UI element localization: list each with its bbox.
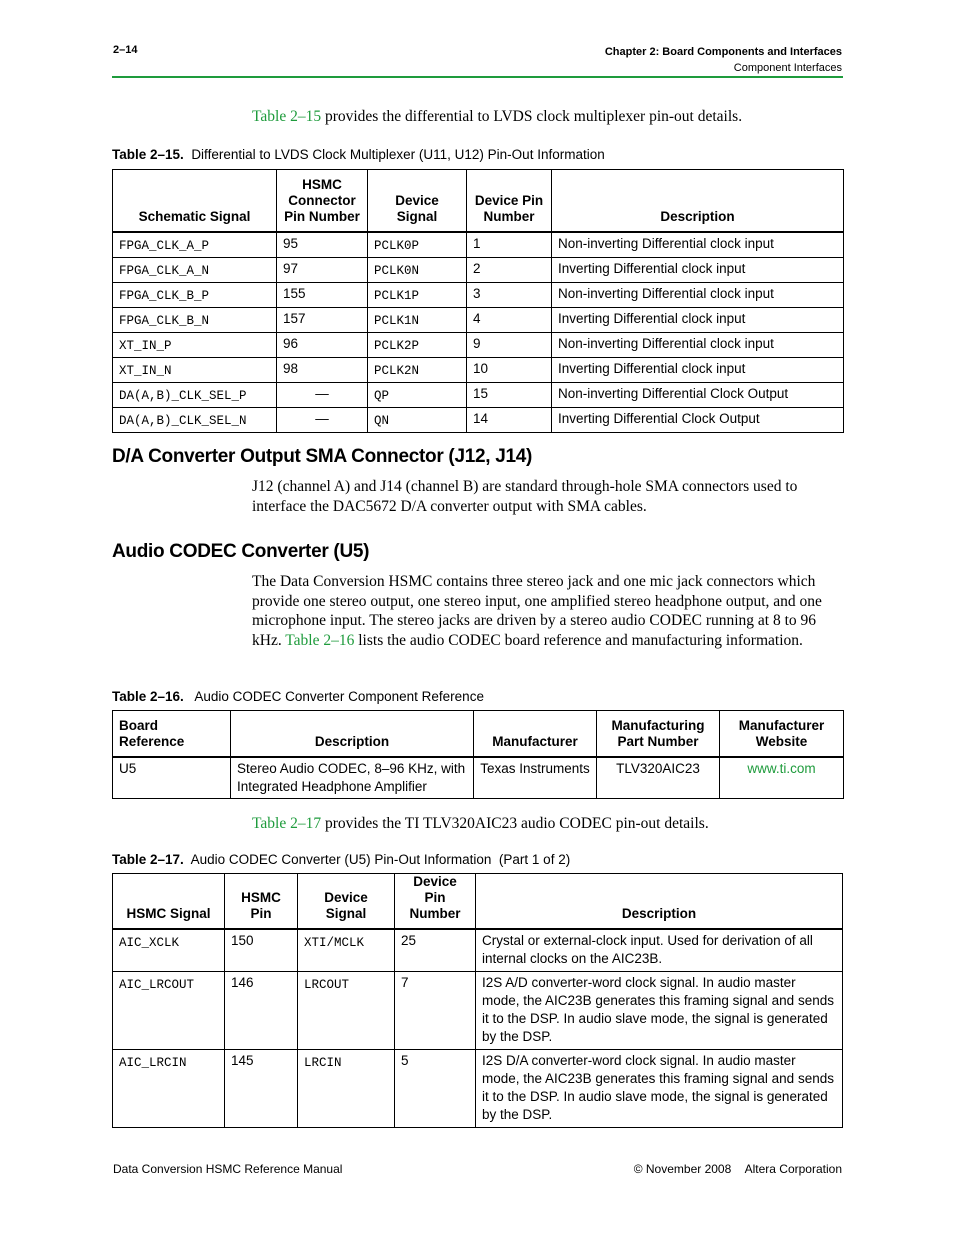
- table-2-16: [112, 710, 844, 799]
- cell-device-signal: QN: [368, 407, 467, 432]
- audio-body-text: The Data Conversion HSMC contains three stereo jack and one mic jack connectors which provide one stereo output, one stereo input, one amplified stereo headphone output, and one microphone input. The stereo jacks are driven by a stereo audio CODEC running at 8 to 96 kHz.: [252, 573, 822, 649]
- cell-hsmc-pin: —: [277, 382, 368, 407]
- table-2-15: [112, 169, 844, 433]
- cell-schematic-signal: FPGA_CLK_A_N: [113, 257, 277, 282]
- cell-hsmc-pin: 157: [277, 307, 368, 332]
- header-rule: [112, 76, 843, 78]
- cell-device-signal: PCLK2N: [368, 357, 467, 382]
- cell-hsmc-pin: 95: [277, 232, 368, 258]
- table-row: [113, 971, 843, 1049]
- col-description: Description: [476, 874, 843, 930]
- table-row: [113, 357, 844, 382]
- website-link[interactable]: www.ti.com: [747, 760, 816, 776]
- cell-schematic-signal: DA(A,B)_CLK_SEL_P: [113, 382, 277, 407]
- cell-device-signal: LRCIN: [298, 1049, 395, 1127]
- cell-manufacturer: Texas Instruments: [474, 757, 597, 799]
- footer-manual-title: Data Conversion HSMC Reference Manual: [113, 1162, 343, 1176]
- cell-device-signal: XTI/MCLK: [298, 929, 395, 971]
- cell-device-pin: 5: [395, 1049, 476, 1127]
- cell-hsmc-pin: —: [277, 407, 368, 432]
- table-2-17-link[interactable]: Table 2–17: [252, 815, 322, 832]
- caption-text: Audio CODEC Converter (U5) Pin-Out Information (Part 1 of 2): [190, 852, 571, 867]
- cell-hsmc-signal: AIC_XCLK: [113, 929, 225, 971]
- cell-description: Non-inverting Differential clock input: [552, 282, 844, 307]
- cell-device-pin: 10: [467, 357, 552, 382]
- cell-description: I2S A/D converter-word clock signal. In audio master mode, the AIC23B generates this framing signal and sends it to the DSP. In audio slave mode, the signal is generated by the DSP.: [476, 971, 843, 1049]
- cell-schematic-signal: XT_IN_P: [113, 332, 277, 357]
- col-board-reference: Board Reference: [113, 711, 231, 757]
- col-hsmc-signal: HSMC Signal: [113, 874, 225, 930]
- table-row: [113, 929, 843, 971]
- cell-device-pin: 1: [467, 232, 552, 258]
- table-2-17-caption: [112, 852, 570, 867]
- cell-device-pin: 14: [467, 407, 552, 432]
- table-2-17: [112, 873, 843, 1128]
- col-part-number: Manufacturing Part Number: [597, 711, 720, 757]
- section-da-body: J12 (channel A) and J14 (channel B) are standard through-hole SMA connectors used to interface the DAC5672 D/A converter output with SMA cables.: [252, 478, 798, 515]
- intro-paragraph-2-17: [252, 814, 844, 834]
- col-hsmc-pin: HSMC Pin: [225, 874, 298, 930]
- cell-description: Inverting Differential clock input: [552, 307, 844, 332]
- cell-schematic-signal: XT_IN_N: [113, 357, 277, 382]
- section-audio-body: [252, 572, 834, 650]
- col-description: Description: [552, 170, 844, 232]
- footer-right: [634, 1162, 842, 1176]
- col-description: Description: [231, 711, 474, 757]
- table-row: [113, 332, 844, 357]
- cell-description: Non-inverting Differential clock input: [552, 232, 844, 258]
- cell-device-signal: PCLK0N: [368, 257, 467, 282]
- cell-device-pin: 3: [467, 282, 552, 307]
- cell-description: Inverting Differential Clock Output: [552, 407, 844, 432]
- page-number: 2–14: [113, 44, 138, 56]
- section-heading-da-converter: D/A Converter Output SMA Connector (J12, J14): [112, 446, 533, 467]
- table-row: [113, 257, 844, 282]
- table-row: [113, 757, 844, 799]
- col-device-signal: Device Signal: [298, 874, 395, 930]
- section-heading-audio-codec: Audio CODEC Converter (U5): [112, 541, 370, 562]
- intro-text: provides the differential to LVDS clock multiplexer pin-out details.: [321, 108, 743, 125]
- intro-paragraph-2-15: [252, 107, 844, 127]
- table-row: [113, 282, 844, 307]
- cell-description: I2S D/A converter-word clock signal. In audio master mode, the AIC23B generates this framing signal and sends it to the DSP. In audio slave mode, the signal is generated by the DSP.: [476, 1049, 843, 1127]
- caption-label: Table 2–17.: [112, 852, 184, 867]
- section-title: Component Interfaces: [733, 62, 842, 74]
- cell-device-pin: 9: [467, 332, 552, 357]
- cell-device-signal: PCLK0P: [368, 232, 467, 258]
- cell-desc: Stereo Audio CODEC, 8–96 KHz, with Integrated Headphone Amplifier: [231, 757, 474, 799]
- cell-hsmc-pin: 150: [225, 929, 298, 971]
- cell-hsmc-pin: 98: [277, 357, 368, 382]
- cell-schematic-signal: FPGA_CLK_B_P: [113, 282, 277, 307]
- cell-device-signal: QP: [368, 382, 467, 407]
- table-row: [113, 307, 844, 332]
- cell-hsmc-pin: 96: [277, 332, 368, 357]
- cell-device-signal: PCLK1P: [368, 282, 467, 307]
- cell-hsmc-pin: 155: [277, 282, 368, 307]
- col-hsmc-pin: HSMC Connector Pin Number: [277, 170, 368, 232]
- intro-text: provides the TI TLV320AIC23 audio CODEC pin-out details.: [321, 815, 709, 832]
- cell-hsmc-pin: 145: [225, 1049, 298, 1127]
- caption-label: Table 2–16.: [112, 689, 184, 704]
- caption-label: Table 2–15.: [112, 147, 184, 162]
- cell-hsmc-signal: AIC_LRCIN: [113, 1049, 225, 1127]
- cell-device-signal: PCLK2P: [368, 332, 467, 357]
- table-header-row: [113, 711, 844, 757]
- cell-part: TLV320AIC23: [597, 757, 720, 799]
- running-header: [605, 44, 842, 76]
- caption-text: Differential to LVDS Clock Multiplexer (U11, U12) Pin-Out Information: [191, 147, 605, 162]
- cell-device-signal: LRCOUT: [298, 971, 395, 1049]
- cell-schematic-signal: FPGA_CLK_B_N: [113, 307, 277, 332]
- col-website: Manufacturer Website: [720, 711, 844, 757]
- table-row: [113, 232, 844, 258]
- cell-device-pin: 15: [467, 382, 552, 407]
- cell-device-pin: 4: [467, 307, 552, 332]
- table-2-16-link[interactable]: Table 2–16: [285, 631, 355, 649]
- table-2-15-link[interactable]: Table 2–15: [252, 108, 322, 125]
- table-row: [113, 382, 844, 407]
- cell-device-signal: PCLK1N: [368, 307, 467, 332]
- cell-description: Inverting Differential clock input: [552, 357, 844, 382]
- col-device-signal: Device Signal: [368, 170, 467, 232]
- cell-device-pin: 2: [467, 257, 552, 282]
- col-schematic-signal: Schematic Signal: [113, 170, 277, 232]
- table-2-15-caption: [112, 147, 605, 162]
- cell-ref: U5: [113, 757, 231, 799]
- cell-schematic-signal: DA(A,B)_CLK_SEL_N: [113, 407, 277, 432]
- cell-hsmc-signal: AIC_LRCOUT: [113, 971, 225, 1049]
- cell-description: Non-inverting Differential clock input: [552, 332, 844, 357]
- table-2-16-caption: [112, 689, 484, 704]
- cell-description: Crystal or external-clock input. Used for derivation of all internal clocks on the AIC23B.: [476, 929, 843, 971]
- table-row: [113, 407, 844, 432]
- caption-text: Audio CODEC Converter Component Reference: [194, 689, 484, 704]
- table-header-row: [113, 874, 843, 930]
- col-device-pin: Device Pin Number: [395, 874, 476, 930]
- table-row: [113, 1049, 843, 1127]
- footer-date: © November 2008: [633, 1162, 732, 1176]
- cell-description: Non-inverting Differential Clock Output: [552, 382, 844, 407]
- footer-company: Altera Corporation: [744, 1162, 842, 1176]
- chapter-title: Chapter 2: Board Components and Interfaces: [604, 46, 842, 58]
- cell-hsmc-pin: 146: [225, 971, 298, 1049]
- table-header-row: [113, 170, 844, 232]
- col-device-pin: Device Pin Number: [467, 170, 552, 232]
- col-manufacturer: Manufacturer: [474, 711, 597, 757]
- cell-hsmc-pin: 97: [277, 257, 368, 282]
- cell-device-pin: 7: [395, 971, 476, 1049]
- cell-website: [720, 757, 844, 799]
- cell-description: Inverting Differential clock input: [552, 257, 844, 282]
- cell-device-pin: 25: [395, 929, 476, 971]
- cell-schematic-signal: FPGA_CLK_A_P: [113, 232, 277, 258]
- audio-body-text-end: lists the audio CODEC board reference and manufacturing information.: [354, 631, 803, 649]
